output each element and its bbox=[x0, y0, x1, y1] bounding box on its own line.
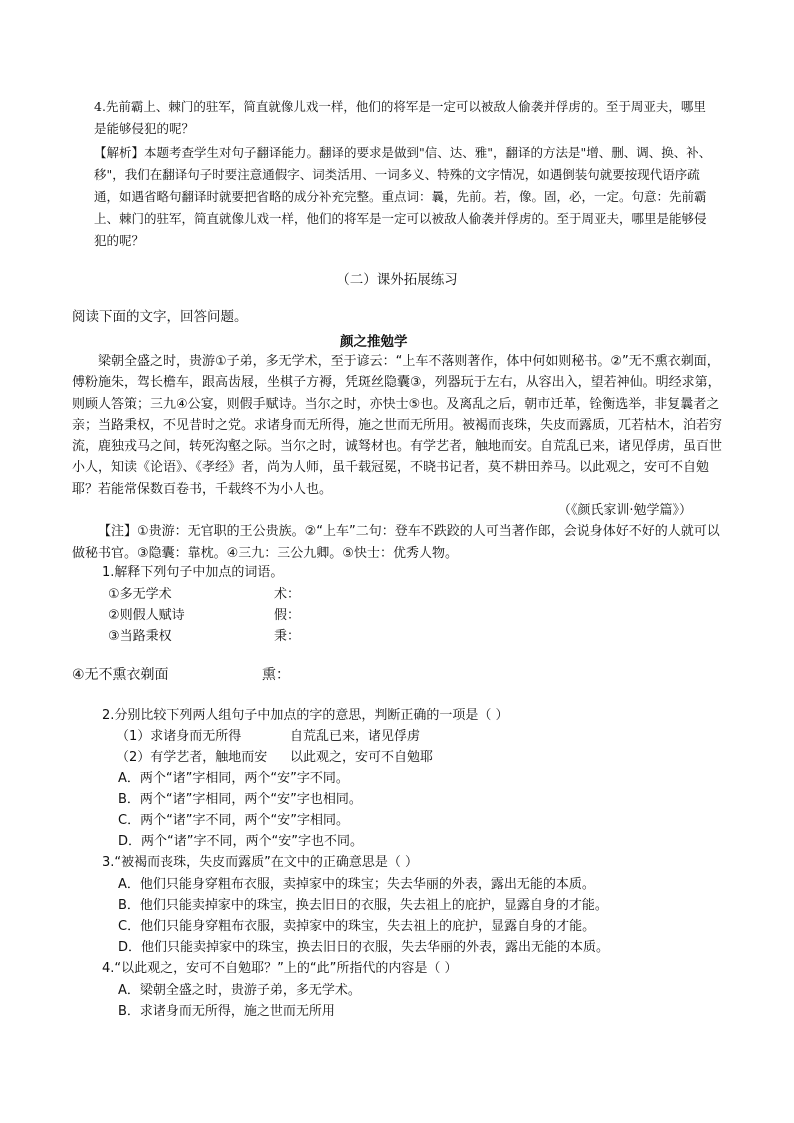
q4-option-a: A．梁朝全盛之时，贵游子弟，多无学术。 bbox=[118, 983, 361, 998]
q3-option-b: B．他们只能卖掉家中的珠宝，换去旧日的衣服，失去祖上的庇护，显露自身的才能。 bbox=[118, 898, 608, 913]
q1-item-4-sentence: ④无不熏衣剃面 bbox=[72, 667, 169, 683]
q2-option-d: D．两个“诸”字不同，两个“安”字也不同。 bbox=[118, 834, 363, 849]
q3-option-d: D．他们只能卖掉家中的珠宝，换去旧日的衣服，失去华丽的外表，露出无能的本质。 bbox=[118, 940, 610, 955]
q2-pair-2-a: （2）有学艺者，触地而安 bbox=[116, 750, 268, 765]
q4-stem: 4.“以此观之，安可不自勉耶？”上的“此”所指代的内容是（ ） bbox=[102, 961, 458, 976]
answer-item-4: 4.先前霸上、棘门的驻军，简直就像儿戏一样，他们的将军是一定可以被敌人偷袭并俘虏的。至于周亚夫，哪里是能够侵犯的呢？ bbox=[94, 99, 706, 136]
instruction: 阅读下面的文字，回答问题。 bbox=[72, 309, 248, 325]
q1-item-4 bbox=[72, 665, 169, 686]
q3-option-c: C．他们只能身穿粗布衣服，卖掉家中的珠宝，失去祖上的庇护，显露自身的才能。 bbox=[118, 919, 596, 934]
essay-source: （《颜氏家训·勉学篇》） bbox=[557, 503, 692, 519]
essay-text: 梁朝全盛之时，贵游①子弟，多无学术，至于谚云：“上车不落则著作，体中何如则秘书。②”无不熏衣剃面，傅粉施朱，驾长檐车，跟高齿屐，坐棋子方褥，凭斑丝隐囊③，列器玩于左右，从容出入，望若神仙。明经求第，则顾人答策；三九④公宴，则假手赋诗。当尔之时，亦快士⑤也。及离乱之后，朝市迁革，铨衡选举，非复曩者之亲；当路秉权，不见昔时之党。求诸身而无所得，施之世而无所用。被褐而丧珠，失皮而露质，兀若枯木，泊若穷流，鹿独戎马之间，转死沟壑之际。当尔之时，诚驽材也。有学艺者，触地而安。自荒乱已来，诸见俘虏，虽百世小人，知读《论语》、《孝经》者，尚为人师，虽千载冠冕，不晓书记者，莫不耕田养马。以此观之，安可不自勉耶？若能常保数百卷书，千载终不为小人也。 bbox=[72, 354, 723, 497]
q2-option-a: A．两个“诸”字相同，两个“安”字不同。 bbox=[118, 771, 349, 786]
q2-pair-1-a: （1）求诸身而无所得 bbox=[116, 729, 242, 744]
q1-item-2-word: 假： bbox=[274, 608, 301, 623]
q1-item-3-sentence: ③当路秉权 bbox=[108, 629, 172, 644]
q1-item-3 bbox=[108, 626, 172, 647]
section-title: （二）课外拓展练习 bbox=[336, 272, 458, 288]
q1-item-1-sentence: ①多无学术 bbox=[108, 587, 172, 602]
answer-analysis: 【解析】本题考查学生对句子翻译能力。翻译的要求是做到"信、达、雅"，翻译的方法是"增、删、调、换、补、移"，我们在翻译句子时要注意通假字、词类活用、一词多义、特殊的文字情况，如遇倒装句就要按现代语序疏通，如遇省略句翻译时就要把省略的成分补充完整。重点词：曩，先前。若，像。固，必，一定。句意：先前霸上、棘门的驻军，简直就像儿戏一样，他们的将军是一定可以被敌人偷袭并俘虏的。至于周亚夫，哪里是能够侵犯的呢？ bbox=[94, 145, 712, 248]
essay-title: 颜之推勉学 bbox=[340, 334, 408, 350]
answer-block bbox=[94, 96, 714, 252]
q1-item-2 bbox=[108, 605, 185, 626]
q2-option-c: C．两个“诸”字不同，两个“安”字相同。 bbox=[118, 813, 350, 828]
q2-pair-1-b: 自荒乱已来，诸见俘虏 bbox=[290, 729, 421, 744]
q2-option-b: B．两个“诸”字相同，两个“安”字也相同。 bbox=[118, 792, 362, 807]
q4-option-b: B．求诸身而无所得，施之世而无所用 bbox=[118, 1004, 335, 1019]
q3-stem: 3.“被褐而丧珠，失皮而露质”在文中的正确意思是（ ） bbox=[102, 855, 419, 870]
q1-item-2-sentence: ②则假人赋诗 bbox=[108, 608, 185, 623]
q1-item-1-word: 术： bbox=[274, 587, 301, 602]
q1-stem: 1.解释下列句子中加点的词语。 bbox=[102, 565, 284, 580]
q3-option-a: A．他们只能身穿粗布衣服，卖掉家中的珠宝；失去华丽的外表，露出无能的本质。 bbox=[118, 877, 595, 892]
q1-item-4-word: 熏： bbox=[262, 667, 290, 683]
q2-stem: 2.分别比较下列两人组句子中加点的字的意思，判断正确的一项是（ ） bbox=[102, 708, 509, 723]
q1-item-3-word: 秉： bbox=[274, 629, 301, 644]
q1-item-1 bbox=[108, 584, 172, 605]
essay-note: 【注】①贵游：无官职的王公贵族。②“上车”二句：登车不跌跤的人可当著作郎，会说身体好不好的人就可以做秘书官。③隐囊：靠枕。④三九：三公九卿。⑤快士：优秀人物。 bbox=[72, 524, 720, 561]
q2-pair-2-b: 以此观之，安可不自勉耶 bbox=[290, 750, 434, 765]
essay-body bbox=[72, 351, 722, 564]
